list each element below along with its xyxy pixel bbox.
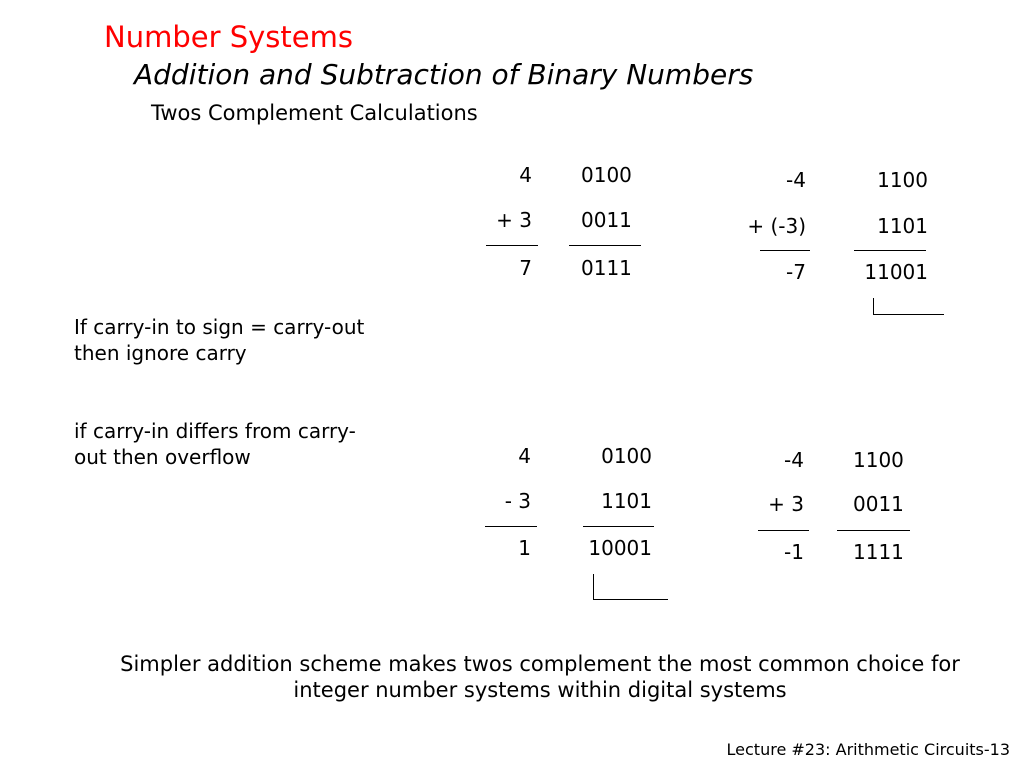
carry-discard-bracket: [593, 599, 668, 600]
lecture-footer: Lecture #23: Arithmetic Circuits-13: [726, 740, 1010, 759]
sum-line: [486, 245, 538, 246]
result-binary: 0111: [581, 256, 632, 280]
operand-b-binary: 0011: [853, 492, 904, 516]
carry-discard-bracket: [873, 314, 944, 315]
conclusion-text: Simpler addition scheme makes twos complement the most common choice for integer number systems within digital systems: [120, 652, 960, 702]
result-binary: 1111: [853, 540, 904, 564]
operand-a-decimal: -4: [786, 168, 806, 192]
slide-title: Number Systems: [104, 20, 353, 54]
operand-b-binary: 1101: [877, 214, 928, 238]
operand-b-binary: 0011: [581, 208, 632, 232]
operand-b-decimal: + (-3): [747, 214, 806, 238]
sum-line: [569, 245, 641, 246]
section-heading: Twos Complement Calculations: [151, 101, 478, 125]
operand-a-binary: 1100: [877, 168, 928, 192]
result-decimal: 7: [519, 256, 532, 280]
carry-ignore-note: If carry-in to sign = carry-out then ignore carry: [74, 315, 365, 365]
operand-a-decimal: -4: [784, 448, 804, 472]
carry-discard-bracket: [593, 574, 594, 599]
result-binary: 10001: [588, 536, 652, 560]
sum-line: [837, 530, 910, 531]
sum-line: [854, 250, 926, 251]
operand-a-decimal: 4: [518, 444, 531, 468]
sum-line: [485, 526, 537, 527]
result-binary: 11001: [864, 260, 928, 284]
operand-a-binary: 0100: [601, 444, 652, 468]
result-decimal: -1: [784, 540, 804, 564]
sum-line: [583, 526, 654, 527]
carry-discard-bracket: [873, 298, 874, 314]
operand-b-decimal: + 3: [496, 208, 532, 232]
operand-a-binary: 1100: [853, 448, 904, 472]
operand-a-decimal: 4: [519, 163, 532, 187]
operand-b-decimal: + 3: [768, 492, 804, 516]
sum-line: [760, 250, 810, 251]
slide-subtitle: Addition and Subtraction of Binary Numbers: [134, 58, 754, 91]
operand-a-binary: 0100: [581, 163, 632, 187]
result-decimal: -7: [786, 260, 806, 284]
operand-b-binary: 1101: [601, 489, 652, 513]
overflow-note: if carry-in differs from carry-out then overflow: [74, 419, 356, 469]
result-decimal: 1: [518, 536, 531, 560]
operand-b-decimal: - 3: [504, 489, 531, 513]
sum-line: [758, 530, 809, 531]
